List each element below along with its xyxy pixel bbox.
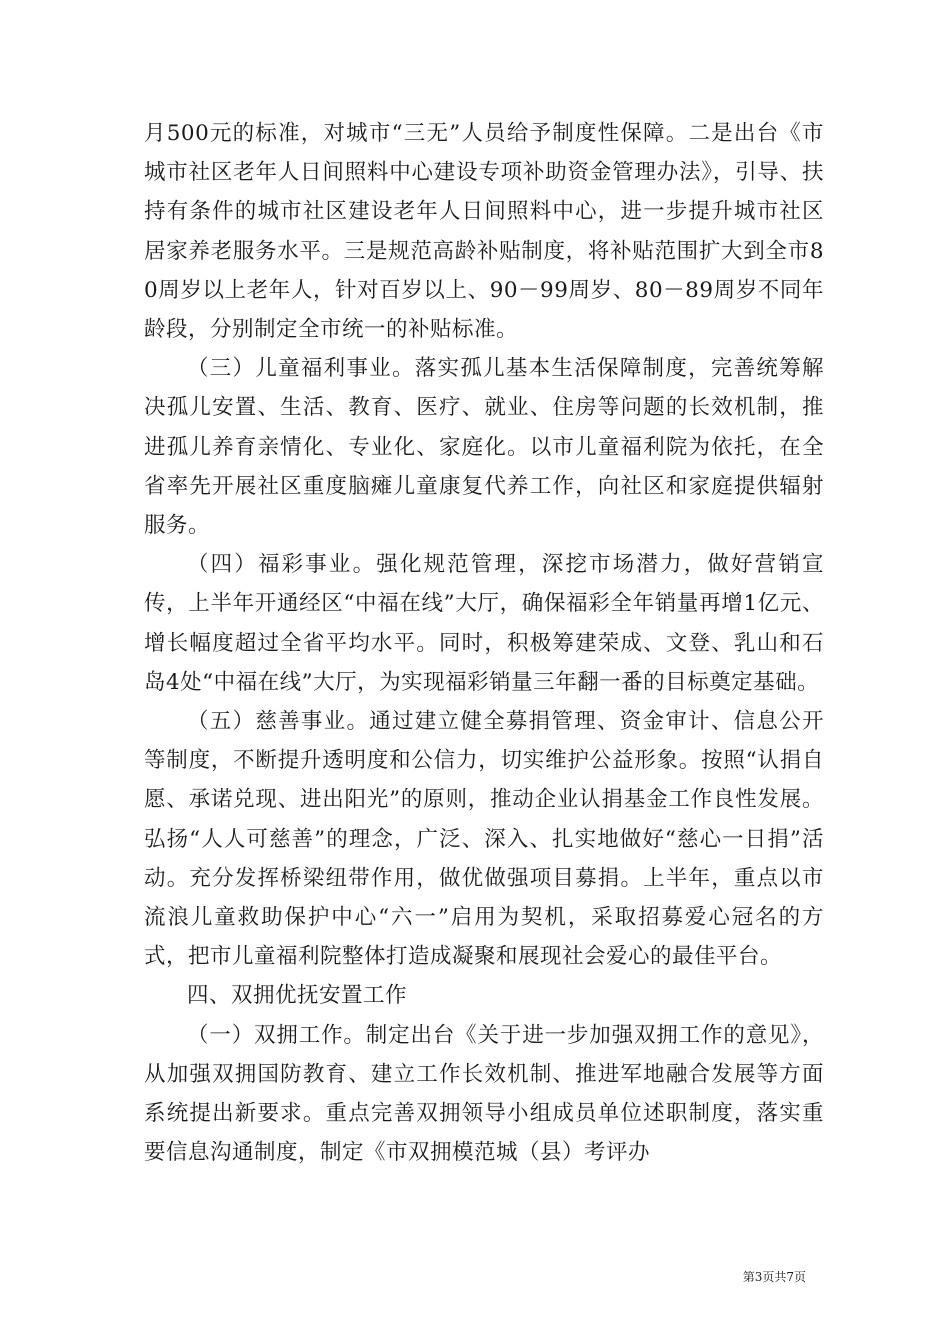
section-heading-double-support: 四、双拥优抚安置工作 xyxy=(187,983,408,1009)
paragraph-welfare-lottery: （四）福彩事业。强化规范管理，深挖市场潜力，做好营销宣传，上半年开通经区“中福在线”大厅，确保福彩全年销量再增1亿元、增长幅度超过全省平均水平。同时，积极筹建荣成、文登、乳山和石岛4处“中福在线”大厅，为实现福彩销量三年翻一番的目标奠定基础。 xyxy=(144,552,824,695)
document-page xyxy=(144,114,824,1172)
paragraph-charity: （五）慈善事业。通过建立健全募捐管理、资金审计、信息公开等制度，不断提升透明度和公信力，切实维护公益形象。按照“认捐自愿、承诺兑现、进出阳光”的原则，推动企业认捐基金工作良性发展。弘扬“人人可慈善”的理念，广泛、深入、扎实地做好“慈心一日捐”活动。充分发挥桥梁纽带作用，做优做强项目募捐。上半年，重点以市流浪儿童救助保护中心“六一”启用为契机，采取招募爱心冠名的方式，把市儿童福利院整体打造成凝聚和展现社会爱心的最佳平台。 xyxy=(144,709,824,970)
paragraph-double-support-work: （一）双拥工作。制定出台《关于进一步加强双拥工作的意见》，从加强双拥国防教育、建立工作长效机制、推进军地融合发展等方面系统提出新要求。重点完善双拥领导小组成员单位述职制度，落实重要信息沟通制度，制定《市双拥模范城（县）考评办 xyxy=(144,1022,824,1166)
paragraph-elderly-services-continued: 月500元的标准，对城市“三无”人员给予制度性保障。二是出台《市城市社区老年人日间照料中心建设专项补助资金管理办法》，引导、扶持有条件的城市社区建设老年人日间照料中心，进一步提升城市社区居家养老服务水平。三是规范高龄补贴制度，将补贴范围扩大到全市80周岁以上老年人，针对百岁以上、90－99周岁、80－89周岁不同年龄段，分别制定全市统一的补贴标准。 xyxy=(144,121,824,343)
page-number-footer: 第3页共7页 xyxy=(742,1270,806,1284)
paragraph-child-welfare: （三）儿童福利事业。落实孤儿基本生活保障制度，完善统筹解决孤儿安置、生活、教育、医疗、就业、住房等问题的长效机制，推进孤儿养育亲情化、专业化、家庭化。以市儿童福利院为依托，在全省率先开展社区重度脑瘫儿童康复代养工作，向社区和家庭提供辐射服务。 xyxy=(144,356,824,539)
